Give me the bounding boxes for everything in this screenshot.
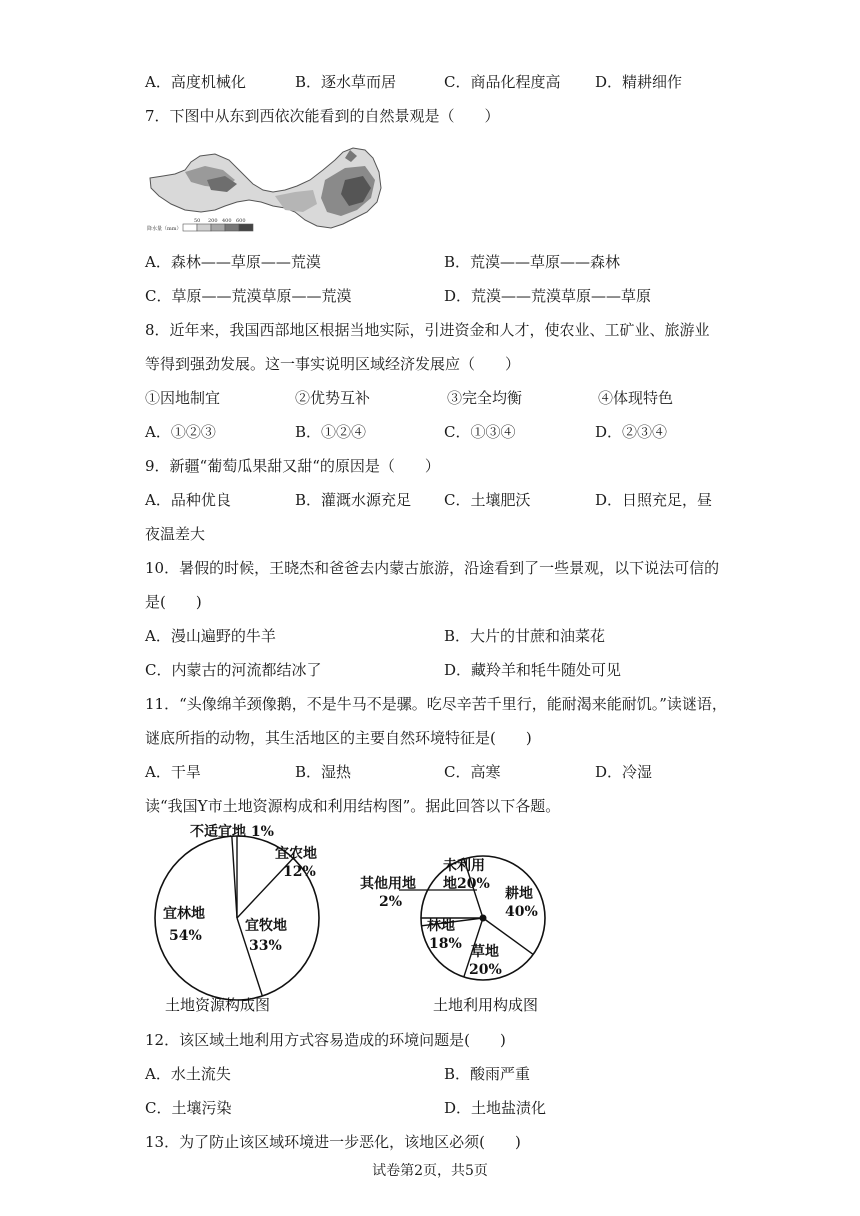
q9-option-c: C．土壤肥沃 [444,491,531,509]
q10-stem-line1: 10．暑假的时候，王晓杰和爸爸去内蒙古旅游，沿途看到了一些景观，以下说法可信的 [145,559,720,577]
pie2-label-forest-name: 林地 [427,918,455,934]
map-legend-label: 降水量（mm） [147,226,182,232]
q10-stem-line2: 是( ) [145,593,202,611]
q12-stem: 12．该区域土地利用方式容易造成的环境问题是( ) [145,1031,506,1049]
q8-option-d: D．②③④ [595,423,668,441]
q11-option-d: D．冷湿 [595,763,653,781]
pie1-label-farmland-pct: 12% [283,864,316,880]
land-resource-pie-chart [145,818,345,1018]
pie2-label-grassland-name: 草地 [471,944,499,960]
q9-option-d-cont: 夜温差大 [145,525,206,543]
q10-option-b: B．大片的甘蔗和油菜花 [444,627,606,645]
q10-option-c: C．内蒙古的河流都结冰了 [145,661,322,679]
q12-option-b: B．酸雨严重 [444,1065,531,1083]
q9-option-a: A．品种优良 [145,491,231,509]
map-legend-tick: 200 [208,218,218,224]
pie2-label-unused-name: 未利用 [443,858,485,874]
pie2-label-other-pct: 2% [379,894,403,910]
land-use-pie-svg [355,838,575,1018]
pie2-label-forest-pct: 18% [429,936,462,952]
q7-option-b: B．荒漠——草原——森林 [444,253,621,271]
q12-option-d: D．土地盐渍化 [444,1099,547,1117]
q7-option-a: A．森林——草原——荒漠 [145,253,321,271]
pie2-label-cropland-pct: 40% [505,904,538,920]
q11-option-a: A．干旱 [145,763,201,781]
q6-option-c: C．商品化程度高 [444,73,561,91]
q7-option-c: C．草原——荒漠草原——荒漠 [145,287,352,305]
q8-item-4: ④体现特色 [598,389,674,407]
land-use-pie-chart [355,838,575,1018]
q7-option-d: D．荒漠——荒漠草原——草原 [444,287,652,305]
q11-stem-line1: 11．“头像绵羊颈像鹅，不是牛马不是骡。吃尽辛苦千里行，能耐渴来能耐饥。”读谜语， [145,695,727,713]
q6-option-d: D．精耕细作 [595,73,683,91]
pie2-label-cropland-name: 耕地 [505,886,533,902]
q8-item-1: ①因地制宜 [145,389,221,407]
pie2-label-grassland-pct: 20% [469,962,502,978]
q8-stem-line1: 8．近年来，我国西部地区根据当地实际，引进资金和人才，使农业、工矿业、旅游业 [145,321,710,339]
q8-item-2: ②优势互补 [295,389,371,407]
land-resource-pie-svg [145,818,345,1018]
q11-option-b: B．湿热 [295,763,352,781]
pie1-label-pasture-name: 宜牧地 [245,918,287,934]
pie1-label-unsuitable: 不适宜地 1% [190,824,274,840]
q8-stem-line2: 等得到强劲发展。这一事实说明区域经济发展应（ ） [145,355,521,373]
q6-option-b: B．逐水草而居 [295,73,397,91]
pie1-label-forest-name: 宜林地 [163,906,205,922]
q10-option-d: D．藏羚羊和牦牛随处可见 [444,661,622,679]
map-legend-tick: 600 [236,218,246,224]
q8-option-a: A．①②③ [145,423,216,441]
pie1-title: 土地资源构成图 [165,996,271,1014]
q13-stem: 13．为了防止该区域环境进一步恶化，该地区必须( ) [145,1133,521,1151]
q9-option-d: D．日照充足，昼 [595,491,713,509]
q9-option-b: B．灌溉水源充足 [295,491,412,509]
q11-stem-line2: 谜底所指的动物，其生活地区的主要自然环境特征是( ) [145,729,532,747]
page-footer: 试卷第2页，共5页 [372,1163,488,1179]
map-legend-tick: 400 [222,218,232,224]
q11-option-c: C．高寒 [444,763,501,781]
q9-stem: 9．新疆“葡萄瓜果甜又甜“的原因是（ ） [145,457,440,475]
pie-intro: 读“我国Y市土地资源构成和利用结构图”。据此回答以下各题。 [145,797,561,815]
map-legend-tick: 50 [194,218,201,224]
q8-option-b: B．①②④ [295,423,367,441]
pie2-center-dot [480,915,487,922]
q7-stem: 7．下图中从东到西依次能看到的自然景观是（ ） [145,107,500,125]
q8-option-c: C．①③④ [444,423,516,441]
q8-item-3: ③完全均衡 [447,389,523,407]
pie2-label-other-name: 其他用地 [360,876,416,892]
pie1-label-pasture-pct: 33% [249,938,282,954]
q12-option-a: A．水土流失 [145,1065,231,1083]
q12-option-c: C．土壤污染 [145,1099,232,1117]
precipitation-map [145,140,385,235]
q10-option-a: A．漫山遍野的牛羊 [145,627,276,645]
q6-option-a: A．高度机械化 [145,73,246,91]
pie1-label-forest-pct: 54% [169,928,202,944]
pie2-label-unused-pct: 地20% [443,876,490,892]
pie1-label-farmland-name: 宜农地 [275,846,317,862]
pie2-title: 土地利用构成图 [433,996,539,1014]
